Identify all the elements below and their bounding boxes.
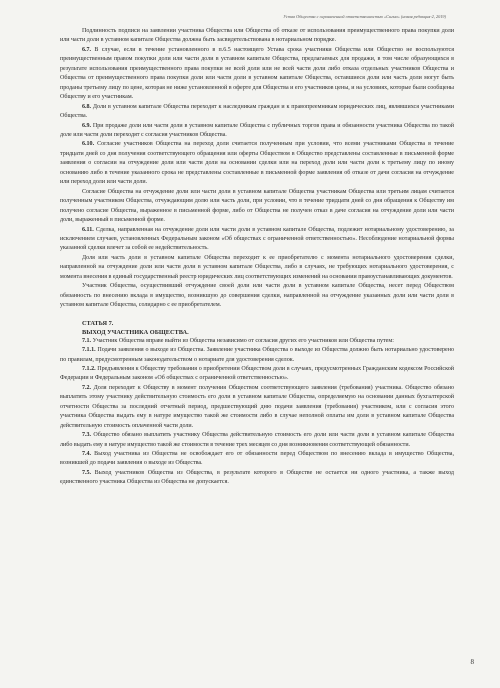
clause-number: 7.5. [82, 469, 92, 476]
paragraph: 7.1.2. Предъявления к Обществу требования о приобретении Обществом доли в случаях, предусмотренных Гражданским кодексом Российской Федерации и Федеральным законом «Об обществах с ограниченной ответственностью». [60, 365, 454, 382]
paragraph: 7.1. Участник Общества вправе выйти из Общества независимо от согласия других его участников или Общества путем: [82, 337, 394, 344]
clause-number: 7.1.1. [82, 347, 96, 354]
paragraph: 6.9. При продаже доли или части доли в уставном капитале Общества с публичных торгов права и обязанности участника Общества по такой доле или части доли переходят с согласия участников Общества. [60, 122, 454, 138]
paragraph: 6.8. Доли в уставном капитале Общества переходят к наследникам граждан и к правопреемникам юридических лиц, являвшихся участниками Общества. [60, 103, 454, 120]
running-header: Устав Общества с ограниченной ответственностью «Сигма» (новая редакция-2, 2019) [283, 14, 446, 19]
paragraph: Подлинность подписи на заявлении участника Общества или Общества об отказе от использования преимущественного права покупки доли или части доли в уставном капитале Общества должна быть засвидетельствована в нотариальном порядке. [60, 28, 454, 44]
paragraph: Участник Общества, осуществивший отчуждение своей доли или части доли в уставном капитале Общества, несет перед Обществом обязанность по внесению вклада в имущество, возникшую до совершения сделки, направленной на отчуждение указанных доли или части доли в уставном капитале Общества, солидарно с ее приобретателем. [60, 283, 454, 309]
paragraph: Доля или часть доли в уставном капитале Общества переходит к ее приобретателю с момента нотариального удостоверения сделки, направленной на отчуждение доли или части доли в уставном капитале Общества, либо в случаях, не требующих нотариального удостоверения, с момента внесения в единый государственный реестр юридических лиц соответствующих изменений на основании правоустанавливающих документов. [60, 254, 454, 280]
spacer [60, 311, 454, 319]
clause-number: 7.4. [82, 451, 92, 458]
paragraph: 7.3. Общество обязано выплатить участнику Общества действительную стоимость его доли или части доли в уставном капитале Общества либо выдать ему в натуре имущество такой же стоимости в течение трех месяцев со дня возникновения соответствующей обязанности. [60, 432, 454, 448]
clause-number: 6.7. [82, 46, 92, 53]
clause-number: 7.2. [82, 384, 92, 391]
clause-number: 6.8. [82, 103, 92, 110]
clause-number: 6.9. [82, 122, 92, 129]
document-body [60, 27, 454, 488]
paragraph: 6.7. В случае, если в течение установленного в п.6.5 настоящего Устава срока участники Общества или Общество не воспользуются преимущественным правом покупки доли или части доли в уставном капитале Общества, предлагаемых для продажи, в том числе образующихся в результате использования преимущественного права покупки не всей доли или не всей части доли либо отказа отдельных участников Общества и Общества от преимущественного права покупки доли или части доли в уставном капитале Общества, оставшиеся доли или часть доли могут быть проданы третьему лицу по цене, которая не ниже установленной в оферте для Общества и его участников цены, и на условиях, которые были сообщены Обществу и его участникам. [60, 46, 454, 101]
paragraph: 7.2. Доля переходит к Обществу в момент получения Обществом соответствующего заявления (требования) участника. Общество обязано выплатить этому участнику действительную стоимость его доли в уставном капитале Общества, определяемую на основании данных бухгалтерской отчетности Общества за последний отчетный период, предшествующий дню подачи заявления (требования) участником, или с согласия этого участника Общества выдать ему в натуре имущество такой же стоимости либо в случае неполной оплаты им доли в уставном капитале Общества действительную стоимость оплаченной части доли. [60, 384, 455, 429]
paragraph: 7.1.1. Подачи заявления о выходе из Общества. Заявление участника Общества о выходе из Общества должно быть нотариально удостоверено по правилам, предусмотренным законодательством о нотариате для удостоверения сделок. [60, 347, 454, 363]
article-number: СТАТЬЯ 7. [82, 319, 114, 327]
paragraph: 7.5. Выход участников Общества из Общества, в результате которого в Обществе не остается ни одного участника, а также выход единственного участника Общества из Общества не допускается. [60, 469, 455, 486]
clause-number: 7.1.2. [82, 365, 96, 372]
page-number: 8 [470, 658, 474, 666]
clause-number: 6.11. [82, 226, 94, 233]
clause-number: 6.10. [82, 141, 95, 148]
paragraph: 6.11. Сделка, направленная на отчуждение доли или части доли в уставном капитале Общества, подлежит нотариальному удостоверению, за исключением случаев, установленных Федеральным законом «Об обществах с ограниченной ответственностью». Несоблюдение нотариальной формы указанной сделки влечет за собой ее недействительность. [60, 226, 454, 252]
article-title: ВЫХОД УЧАСТНИКА ОБЩЕСТВА. [82, 328, 189, 336]
clause-number: 7.3. [82, 432, 92, 439]
paragraph: Согласие Общества на отчуждение доли или части доли в уставном капитале Общества участникам Общества или третьим лицам считается полученным участником Общества, отчуждающим долю или часть доли, при условии, что в течение тридцати дней со дня обращения к Обществу им получено согласие Общества, выраженное в письменной форме, либо от Общества не получен отказ в даче согласия на отчуждение доли или части доли, выраженный в письменной форме. [60, 188, 454, 224]
paragraph: 7.4. Выход участника из Общества не освобождает его от обязанности перед Обществом по внесению вклада в имущество Общества, возникшей до подачи заявления о выходе из Общества. [60, 451, 454, 467]
paragraph: 6.10. Согласие участников Общества на переход доли считается полученным при условии, что всеми участниками Общества в течение тридцати дней со дня получения соответствующего обращения или оферты Обществом в Общество представлены составленные в письменной форме заявления о согласии на отчуждение доли или части доли на основании сделки или на переход доли или части доли к третьему лицу по иному основанию либо в течение указанного срока не представлены составленные в письменной форме заявления об отказе от дачи согласия на отчуждение или переход доли или части доли. [60, 141, 454, 186]
clause-number: 7.1. [82, 337, 92, 344]
